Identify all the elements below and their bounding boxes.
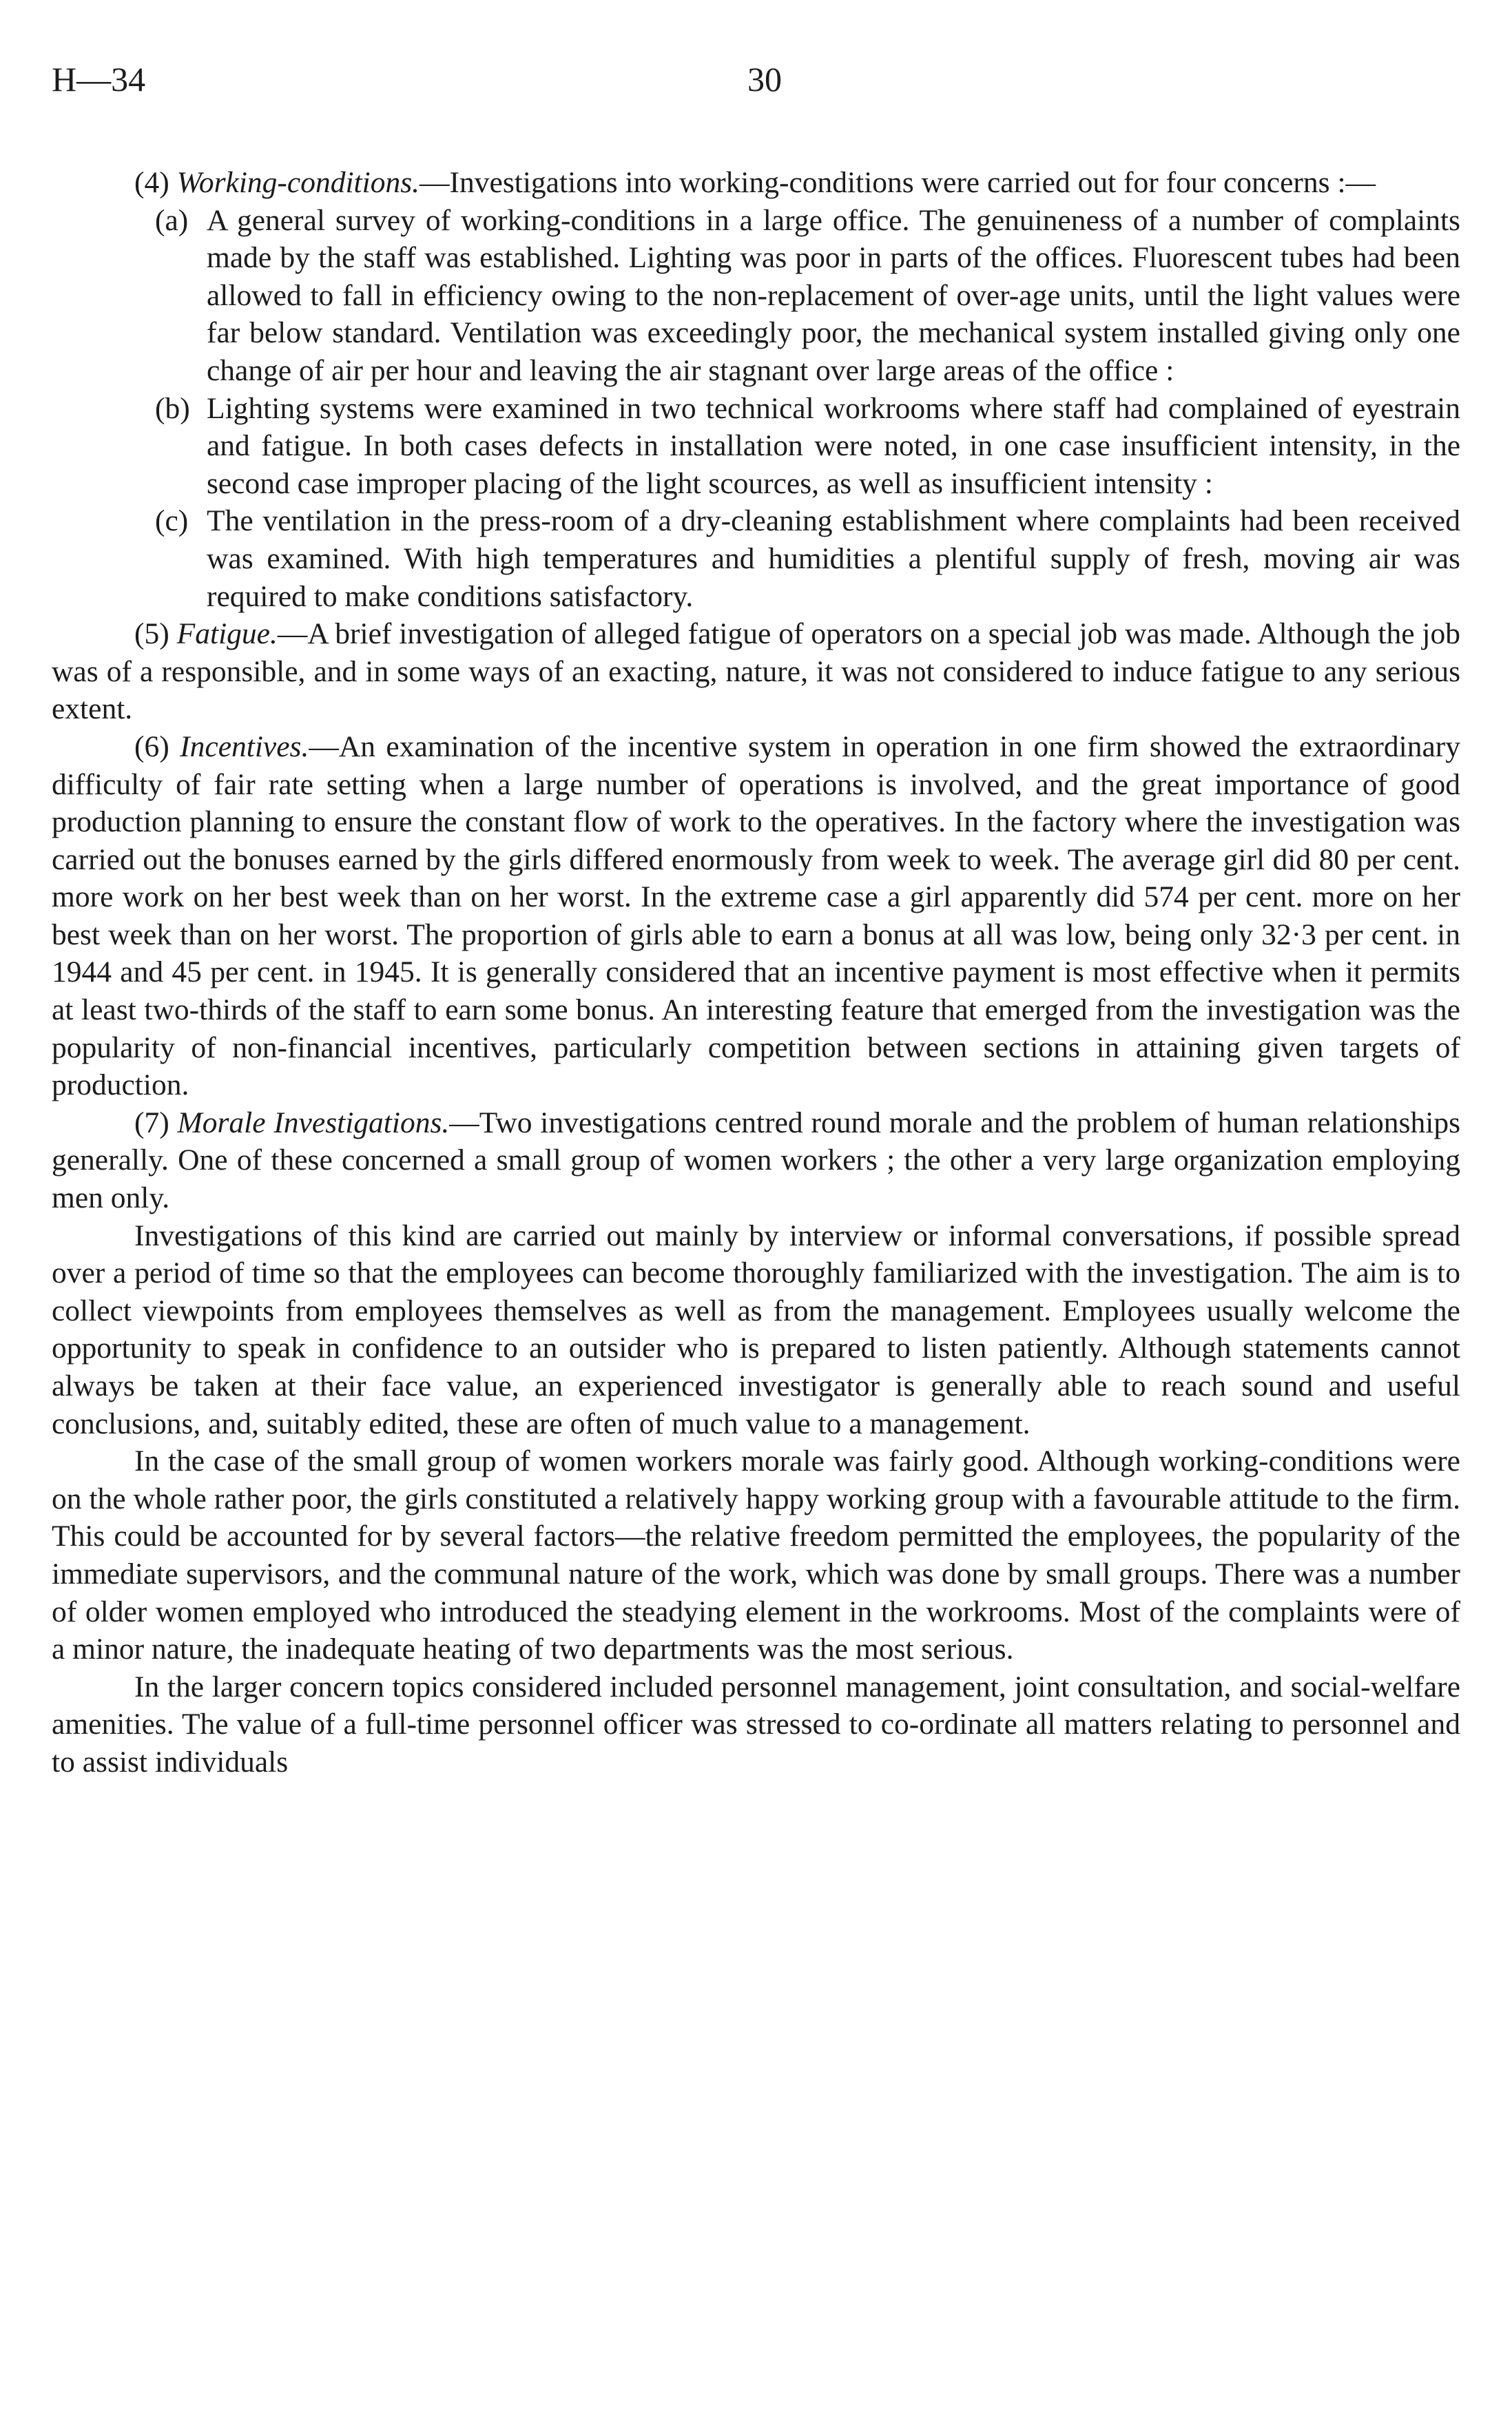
page-number: 30 (747, 60, 782, 99)
section-text: —An examination of the incentive system in operation in one firm showed the extraordinary difficulty of fair rate setting when a large number of operations is involved, and the great importance of good production planning to ensure the constant flow of work to the operatives. In the factory where the investigation was carried out the bonuses earned by the girls differed enormously from week to week. The average girl did 80 per cent. more work on her best week than on her worst. In the extreme case a girl apparently did 574 per cent. more on her best week than on her worst. The proportion of girls able to earn a bonus at all was low, being only 32·3 per cent. in 1944 and 45 per cent. in 1945. It is generally considered that an incentive payment is most effective when it permits at least two-thirds of the staff to earn some bonus. An interesting feature that emerged from the investigation was the popularity of non-financial incentives, particularly competition between sections in attaining given targets of production. (52, 729, 1461, 1102)
section-number: (4) (134, 166, 169, 199)
section-heading-fatigue: Fatigue. (176, 617, 278, 651)
section-text: —Two investigations centred round morale and the problem of human relationships generally. One of these concerned a small group of women workers ; the other a very large organization employing men only. (52, 1106, 1460, 1215)
section-intro: —Investigations into working-conditions were carried out for four concerns :— (420, 166, 1376, 199)
section-number: (7) (134, 1106, 169, 1139)
list-item-text: The ventilation in the press-room of a dry-cleaning establishment where complaints had been received was examined. With high temperatures and humidities a plentiful supply of fresh, moving air was required to make conditions satisfactory. (207, 504, 1460, 613)
body-text (52, 164, 1460, 1781)
incentives-paragraph (52, 728, 1460, 1104)
section-heading-morale: Morale Investigations. (177, 1106, 450, 1139)
list-item-label: (b) (155, 391, 190, 425)
body-paragraph: In the case of the small group of women workers morale was fairly good. Although working-conditions were on the whole rather poor, the girls constituted a relatively happy working group with a favourable attitude to the firm. This could be accounted for by several factors—the relative freedom permitted the employees, the popularity of the immediate supervisors, and the communal nature of the work, which was done by small groups. There was a number of older women employed who introduced the steadying element in the workrooms. Most of the complaints were of a minor nature, the inadequate heating of two departments was the most serious. (52, 1444, 1460, 1666)
section-heading-working-conditions: Working-conditions. (176, 166, 420, 199)
section-heading-incentives: Incentives. (180, 729, 309, 763)
page-header (52, 55, 1460, 103)
working-conditions-list (52, 202, 1460, 616)
body-paragraph: In the larger concern topics considered included personnel management, joint consultation, and social-welfare amenities. The value of a full-time personnel officer was stressed to co-ordinate all matters relating to personnel and to assist individuals (52, 1670, 1460, 1779)
list-item-text: Lighting systems were examined in two technical workrooms where staff had complained of eyestrain and fatigue. In both cases defects in installation were noted, in one case insufficient intensity, in the second case improper placing of the light scources, as well as insufficient intensity : (207, 391, 1460, 500)
document-page (52, 55, 1460, 1781)
list-item-label: (a) (155, 203, 189, 237)
fatigue-paragraph (52, 615, 1460, 728)
list-item (52, 390, 1460, 503)
working-conditions-paragraph (52, 164, 1460, 202)
document-id: H—34 (52, 60, 146, 99)
list-item-label: (c) (155, 504, 189, 538)
section-number: (6) (134, 729, 169, 763)
list-item (52, 502, 1460, 615)
morale-paragraph (52, 1104, 1460, 1217)
section-number: (5) (134, 617, 169, 651)
list-item (52, 202, 1460, 390)
list-item-text: A general survey of working-conditions in a large office. The genuineness of a number of complaints made by the staff was established. Lighting was poor in parts of the offices. Fluorescent tubes had been allowed to fall in efficiency owing to the non-replacement of over-age units, until the light values were far below standard. Ventilation was exceedingly poor, the mechanical system installed giving only one change of air per hour and leaving the air stagnant over large areas of the office : (207, 203, 1460, 387)
section-text: —A brief investigation of alleged fatigue of operators on a special job was made. Although the job was of a responsible, and in some ways of an exacting, nature, it was not considered to induce fatigue to any serious extent. (52, 617, 1461, 726)
body-paragraph: Investigations of this kind are carried out mainly by interview or informal conversations, if possible spread over a period of time so that the employees can become thoroughly familiarized with the investigation. The aim is to collect viewpoints from employees themselves as well as from the management. Employees usually welcome the opportunity to speak in confidence to an outsider who is prepared to listen patiently. Although statements cannot always be taken at their face value, an experienced investigator is generally able to reach sound and useful conclusions, and, suitably edited, these are often of much value to a management. (52, 1219, 1460, 1440)
